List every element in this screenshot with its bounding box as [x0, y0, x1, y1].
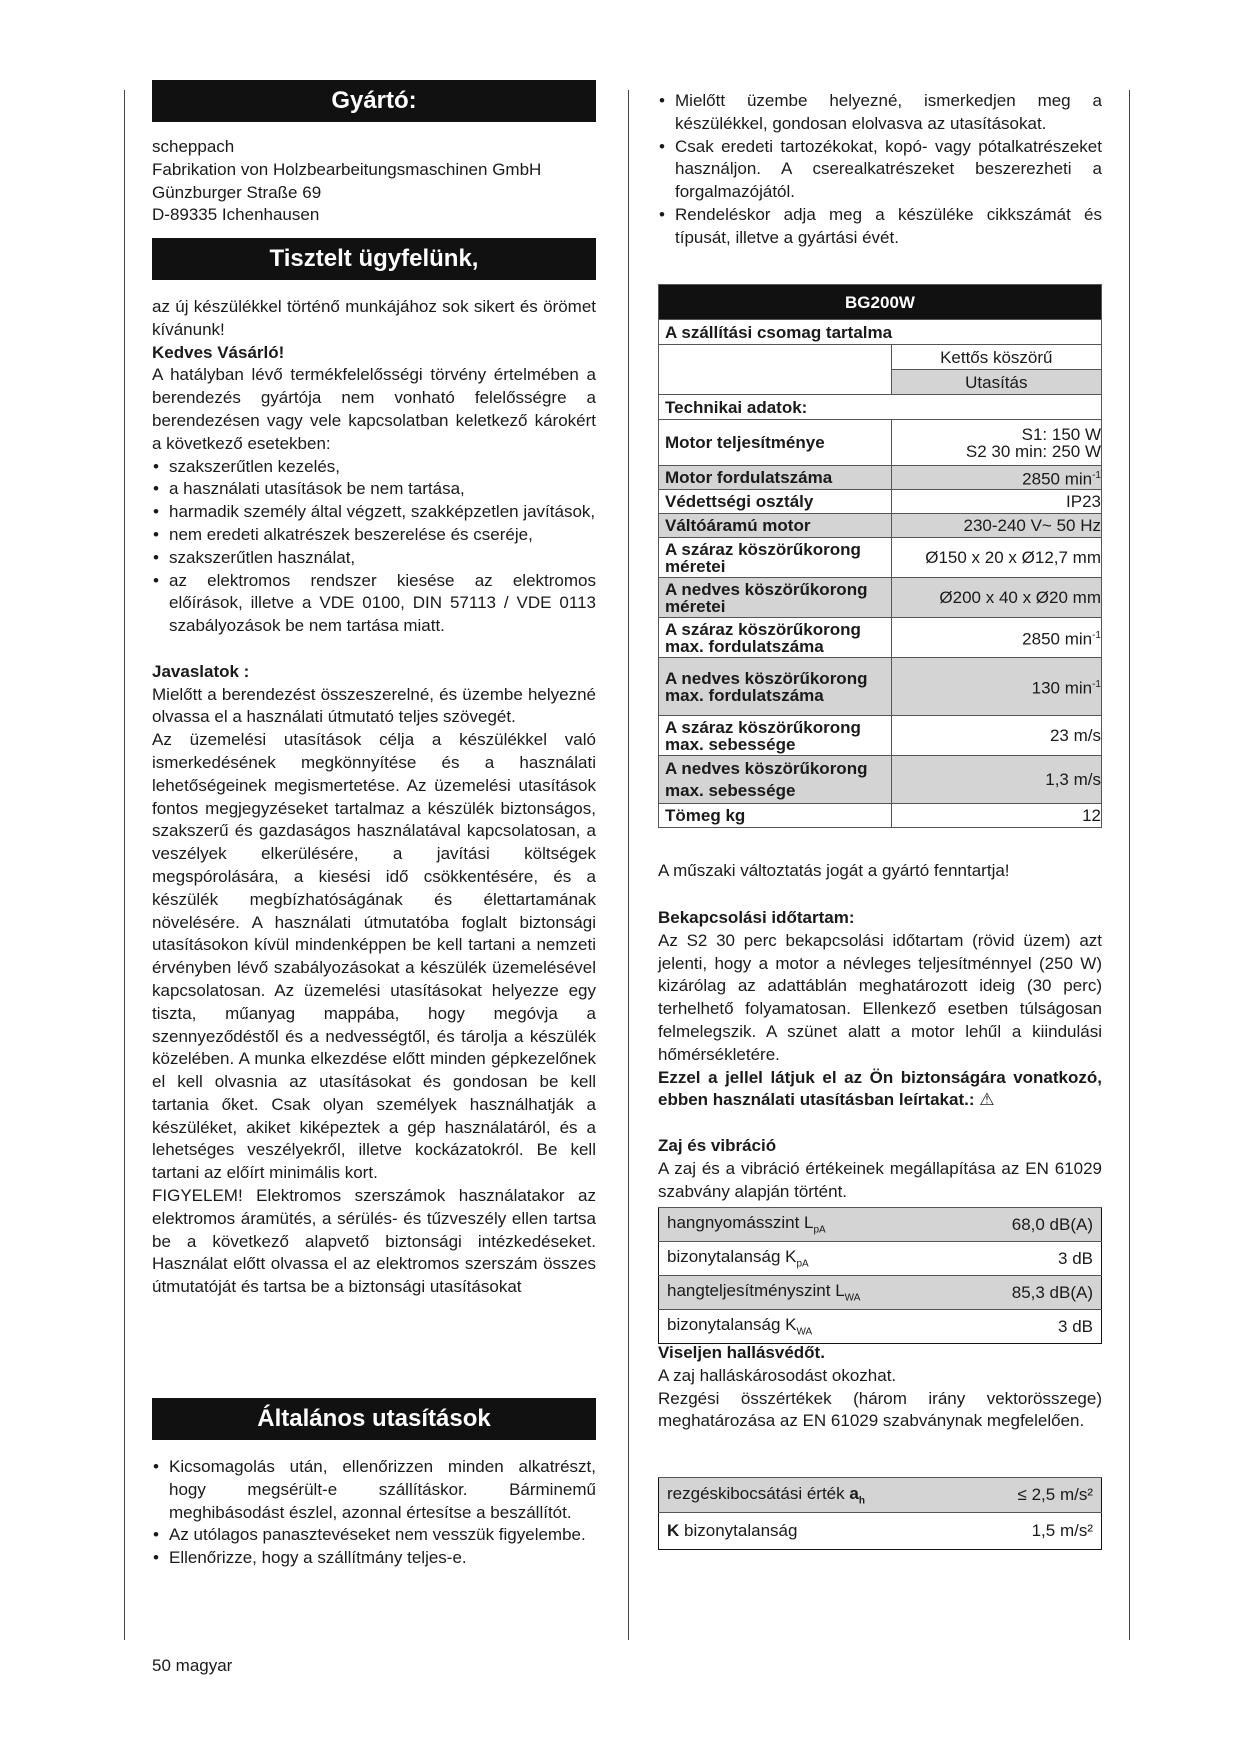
manufacturer-address	[152, 136, 596, 227]
spec-label: Motor fordulatszáma	[659, 466, 892, 490]
hearing-damage: A zaj halláskárosodást okozhat.	[658, 1365, 897, 1385]
list-item: • az elektromos rendszer kiesése az elektromos előírások, illetve a VDE 0100, DIN 57113 / VDE 0113 szabályozások be nem tartása miatt.	[152, 570, 596, 638]
spec-value: 23 m/s	[891, 716, 1101, 756]
recommendations-heading: Javaslatok :	[152, 661, 250, 681]
manufacturer-line: Günzburger Straße 69	[152, 182, 322, 202]
hearing-protection: Viseljen hallásvédőt.	[658, 1343, 825, 1362]
spec-value: Ø150 x 20 x Ø12,7 mm	[891, 538, 1101, 578]
safety-warning: Ezzel a jellel látjuk el az Ön biztonságára vonatkozó, ebben használati utasításban leírtakat.: ⚠	[658, 1067, 1102, 1110]
noise-value: 3 dB	[961, 1310, 1102, 1344]
model-name: BG200W	[659, 285, 1102, 320]
spec-value: S1: 150 W S2 30 min: 250 W	[891, 420, 1101, 466]
noise-value: 85,3 dB(A)	[961, 1276, 1102, 1310]
list-item: • Mielőtt üzembe helyezné, ismerkedjen meg a készülékkel, gondosan elolvasva az utasításokat.	[658, 90, 1102, 136]
operating-time-heading: Bekapcsolási időtartam:	[658, 908, 855, 927]
column-rule-left	[124, 90, 125, 1640]
liability-cases	[152, 456, 596, 638]
spec-value: 2850 $\min^{-1}$	[891, 618, 1101, 658]
change-note: A műszaki változtatás jogát a gyártó fenntartja!	[658, 861, 1010, 880]
spec-label: A száraz köszörűkorong méretei	[659, 538, 892, 578]
spec-value: 2850 $\min^{-1}$	[891, 466, 1101, 490]
liability-text: A hatályban lévő termékfelelősségi törvény értelmében a berendezés gyártója nem vonható felelősségre a berendezésen vagy vele kapcsolatban keletkező károkért a következő esetekben:	[152, 365, 596, 453]
column-rule-middle	[628, 90, 629, 1640]
customer-section	[152, 296, 596, 1299]
spec-value: 12	[891, 804, 1101, 828]
spec-label: Védettségi osztály	[659, 490, 892, 514]
customer-heading: Tisztelt ügyfelünk,	[152, 238, 596, 280]
page-footer	[152, 1656, 232, 1676]
list-item: • Ellenőrizze, hogy a szállítmány teljes-e.	[152, 1547, 596, 1570]
vibration-value: 1,5 m/s²	[969, 1513, 1102, 1550]
customer-intro: az új készülékkel történő munkájához sok sikert és örömet kívánunk!	[152, 297, 596, 339]
spec-label: A nedves köszörűkorong max. fordulatszáma	[659, 658, 892, 716]
list-item: • Az utólagos panasztevéseket nem vesszük figyelembe.	[152, 1524, 596, 1547]
general-heading: Általános utasítások	[152, 1398, 596, 1440]
noise-intro: A zaj és a vibráció értékeinek megállapítása az EN 61029 szabvány alapján történt.	[658, 1158, 1102, 1201]
list-item: • nem eredeti alkatrészek beszerelése és cseréje,	[152, 524, 596, 547]
general-list-left	[152, 1456, 596, 1570]
vibration-table	[658, 1477, 1102, 1550]
noise-label: bizonytalanság $K_{WA}$	[659, 1310, 961, 1344]
list-item: • Rendeléskor adja meg a készüléke cikkszámát és típusát, illetve a gyártási évét.	[658, 204, 1102, 250]
manufacturer-line: scheppach	[152, 137, 235, 156]
spec-value: 1,3 m/s	[891, 756, 1101, 804]
vibration-text: Rezgési összértékek (három irány vektorösszege) meghatározása az EN 61029 szabványnak megfelelően.	[658, 1388, 1102, 1431]
spec-label: Motor teljesítménye	[659, 420, 892, 466]
operating-time-text: Az S2 30 perc bekapcsolási időtartam (rövid üzem) azt jelenti, hogy a motor a névleges teljesítménnyel (250 W) kizárólag az adattáblán meghatározott ideig (30 perc) terhelhető folyamatosan. Ellenkező esetben túlságosan felmelegszik. A szünet alatt a motor lehűl a kiindulási hőmérsékletére.	[658, 930, 1102, 1064]
vibration-label: rezgéskibocsátási érték $a_h$	[659, 1478, 969, 1513]
list-item: • Kicsomagolás után, ellenőrizzen minden alkatrészt, hogy megsérült-e szállításkor. Bárminemű meghibásodást észlel, azonnal értesítse a beszállítót.	[152, 1456, 596, 1524]
list-item: • harmadik személy által végzett, szakképzetlen javítások,	[152, 501, 596, 524]
spec-label: A nedves köszörűkorong méretei	[659, 578, 892, 618]
spec-label: A száraz köszörűkorong max. sebessége	[659, 716, 892, 756]
manufacturer-line: D-89335 Ichenhausen	[152, 205, 320, 225]
noise-value: 68,0 dB(A)	[961, 1208, 1102, 1242]
recommendations-p1: Mielőtt a berendezést összeszerelné, és üzembe helyezné olvassa el a használati útmutató teljes szövegét.	[152, 684, 596, 727]
spec-value: 130 $\min^{-1}$	[891, 658, 1101, 716]
warning-icon: ⚠	[979, 1090, 995, 1110]
delivery-item: Kettős köszörű	[891, 345, 1101, 370]
spec-label: A nedves köszörűkorong max. sebessége	[659, 756, 892, 804]
column-rule-right	[1129, 90, 1130, 1640]
delivery-item: Utasítás	[891, 370, 1101, 395]
spec-label: Váltóáramú motor	[659, 514, 892, 538]
noise-label: hangnyomásszint $L_{pA}$	[659, 1208, 961, 1242]
customer-greeting: Kedves Vásárló!	[152, 342, 285, 362]
list-item: • Csak eredeti tartozékokat, kopó- vagy pótalkatrészeket használjon. A cserealkatrészeket beszerezheti a forgalmazójától.	[658, 136, 1102, 204]
vibration-value: ≤ 2,5 m/s²	[969, 1478, 1102, 1513]
tech-heading: Technikai adatok:	[659, 395, 1102, 420]
spec-value: Ø200 x 40 x Ø20 mm	[891, 578, 1101, 618]
noise-table	[658, 1207, 1102, 1344]
general-list-right	[658, 90, 1102, 250]
manufacturer-heading: Gyártó:	[152, 80, 596, 122]
recommendations-p3: FIGYELEM! Elektromos szerszámok használatakor az elektromos áramütés, a sérülés- és tűzveszély ellen tartsa be a következő alapvető biztonsági intézkedéseket. Használat előtt olvassa el az elektromos szerszám összes útmutatóját és tartsa be a biztonsági utasításokat	[152, 1186, 596, 1297]
noise-value: 3 dB	[961, 1242, 1102, 1276]
spec-table	[658, 284, 1102, 828]
noise-label: bizonytalanság $K_{pA}$	[659, 1242, 961, 1276]
operating-time-section	[658, 907, 1102, 1203]
hearing-section	[658, 1342, 1102, 1433]
vibration-label: K bizonytalanság	[659, 1513, 969, 1550]
manufacturer-line: Fabrikation von Holzbearbeitungsmaschinen GmbH	[152, 159, 542, 179]
list-item: • szakszerűtlen kezelés,	[152, 456, 596, 479]
noise-label: hangteljesítményszint $L_{WA}$	[659, 1276, 961, 1310]
spec-value: 230-240 V~ 50 Hz	[891, 514, 1101, 538]
noise-heading: Zaj és vibráció	[658, 1135, 777, 1155]
spec-value: IP23	[891, 490, 1101, 514]
spec-label: Tömeg kg	[659, 804, 892, 828]
list-item: • a használati utasítások be nem tartása,	[152, 478, 596, 501]
page-number: 50	[152, 1656, 171, 1675]
delivery-heading: A szállítási csomag tartalma	[659, 320, 1102, 345]
spec-label: A száraz köszörűkorong max. fordulatszáma	[659, 618, 892, 658]
page-language: magyar	[175, 1656, 233, 1675]
recommendations-p2: Az üzemelési utasítások célja a készülékkel való ismerkedésének megkönnyítése és a használati lehetőségeinek megismertetése. Az üzemelési utasítások fontos megjegyzéseket tartalmaz a készülék biztonságos, szakszerű és gazdaságos használatával kapcsolatosan, a veszélyek elkerülésére, a javítási költségek megspórolására, a kiesési idő csökkentésére, és a készülék megbízhatóságának és élettartamának növelésére. A használati útmutatóba foglalt biztonsági utasításokon kívül mindenképpen be kell tartani a nemzeti érvényben lévő szabályozásokat a készülék üzemelésével kapcsolatosan. Az üzemelési utasításokat helyezze egy tiszta, műanyag mappába, hogy megóvja a szennyeződéstől és a nedvességtől, és tárolja a készülék közelében. A munka elkezdése előtt minden gépkezelőnek el kell olvasnia az utasításokat és gondosan be kell tartania őket. Csak olyan személyek használhatják a készüléket, akiket kiképeztek a gép használatáról, és a lehetséges veszélyekről, illetve kockázatokról. Be kell tartani az előírt minimális kort.	[152, 730, 596, 1183]
list-item: • szakszerűtlen használat,	[152, 547, 596, 570]
